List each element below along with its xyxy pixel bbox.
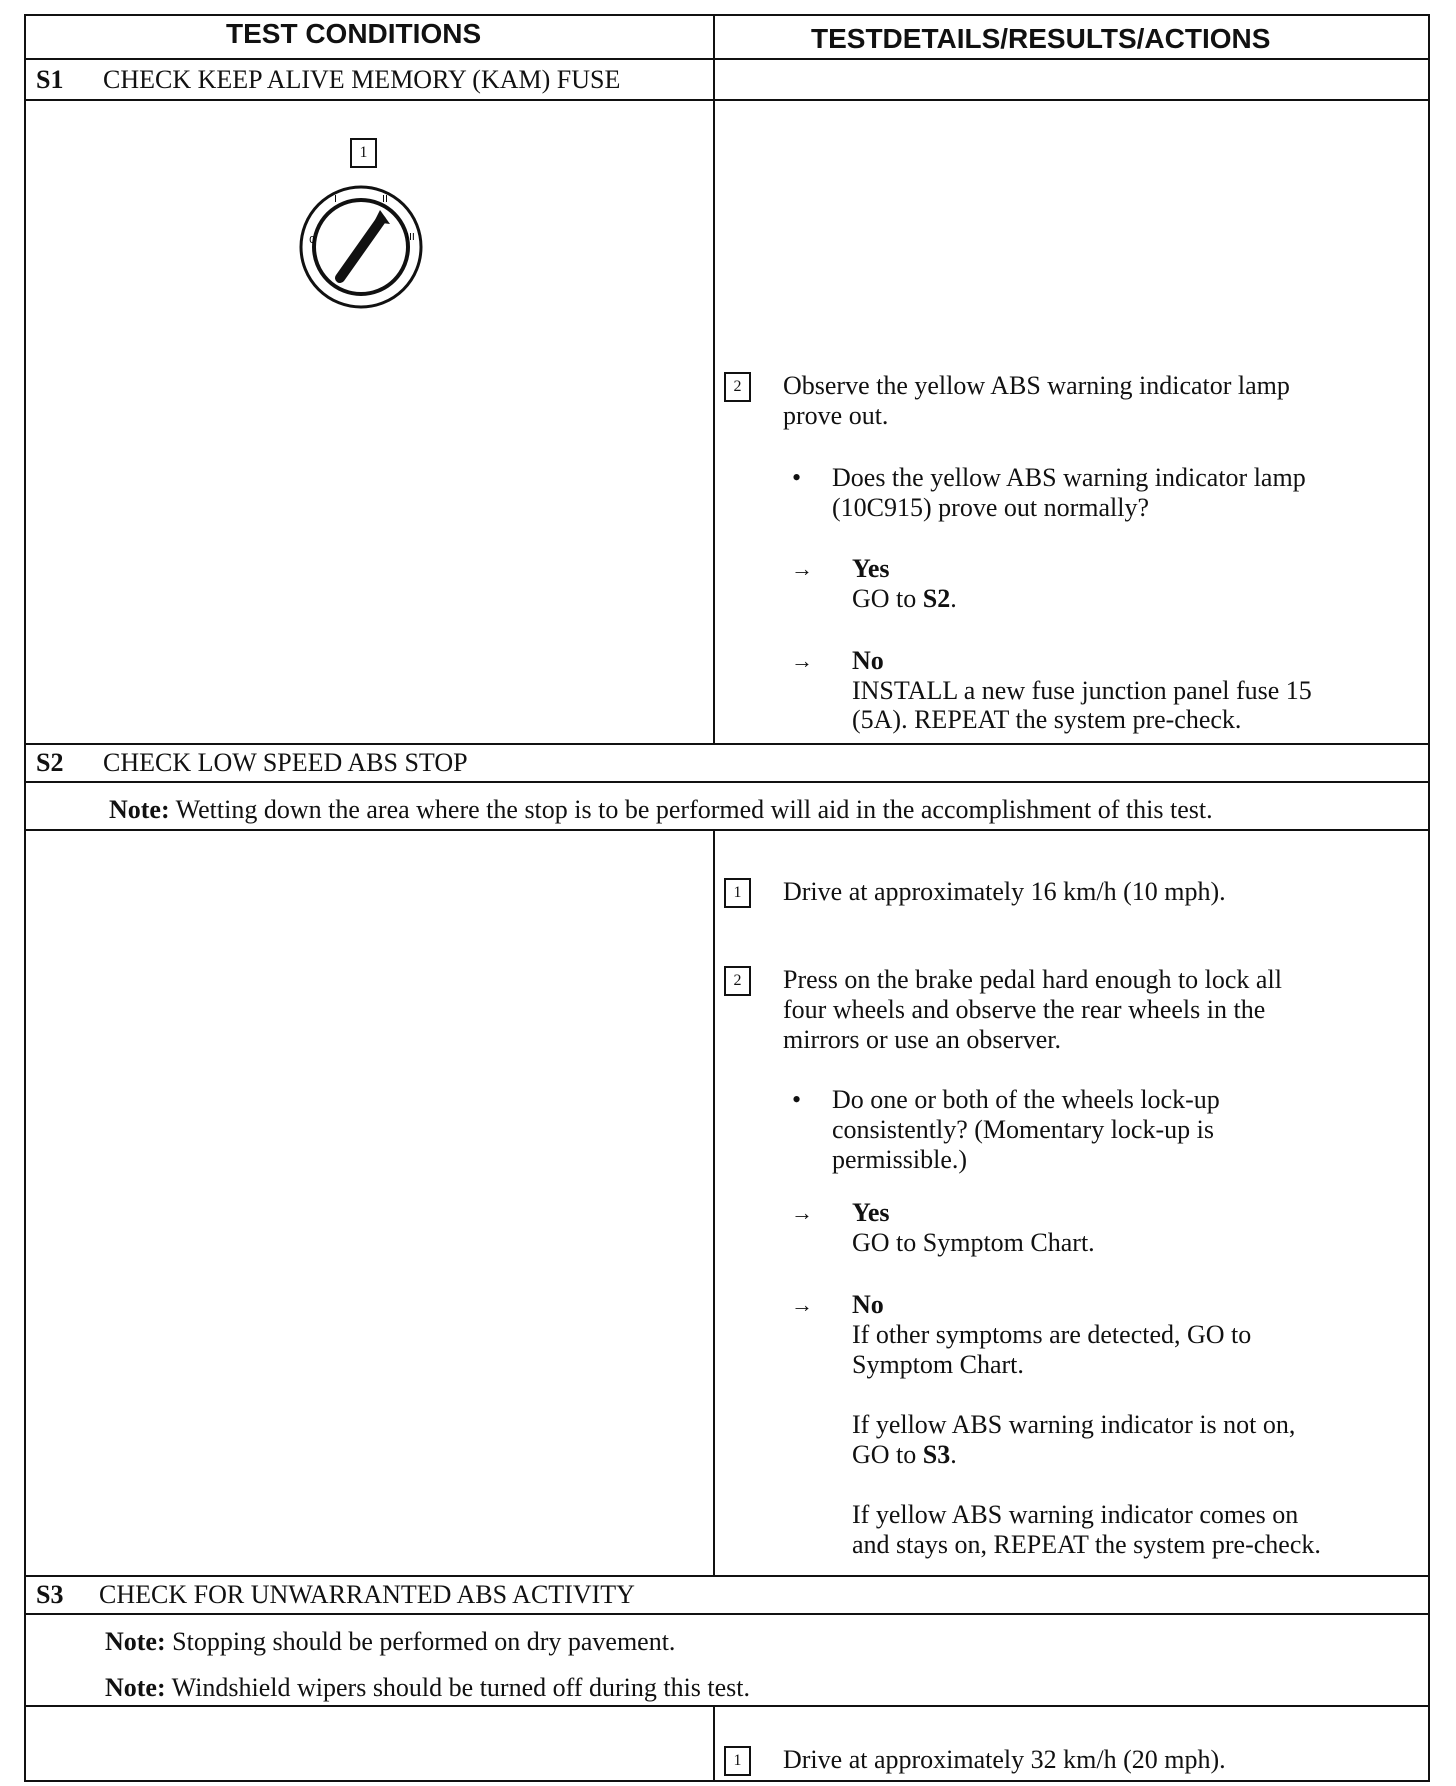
s1-yes-label: Yes: [852, 554, 890, 583]
s2-step2-line1: Press on the brake pedal hard enough to lock all: [783, 965, 1282, 994]
s1-condition-step-box: 1: [350, 138, 377, 168]
s2-yes-action: GO to Symptom Chart.: [852, 1228, 1095, 1257]
s2-no-p3-line2: and stays on, REPEAT the system pre-check.: [852, 1530, 1321, 1559]
header-test-conditions: TEST CONDITIONS: [226, 18, 482, 49]
s1-no-label: No: [852, 646, 884, 675]
svg-text:II: II: [382, 194, 388, 205]
s1-step2-line2: prove out.: [783, 401, 889, 430]
s2-question-line1: Do one or both of the wheels lock-up: [832, 1085, 1220, 1114]
s2-question-line2: consistently? (Momentary lock-up is: [832, 1115, 1214, 1144]
section-s1-id: S1: [36, 65, 64, 94]
s3-column-divider: [713, 1705, 715, 1781]
s3-note1: Note: Stopping should be performed on dry pavement.: [105, 1627, 676, 1656]
header-test-details: TESTDETAILS/RESULTS/ACTIONS: [811, 23, 1271, 54]
s2-bottom-rule: [24, 1575, 1430, 1577]
table-bottom-border: [24, 1780, 1430, 1782]
table-top-border: [24, 14, 1430, 16]
header-divider: [713, 14, 715, 59]
s2-title-rule: [24, 781, 1430, 783]
section-s1-title: CHECK KEEP ALIVE MEMORY (KAM) FUSE: [103, 65, 621, 94]
s2-no-arrow: →: [791, 1292, 813, 1317]
s2-column-divider: [713, 829, 715, 1576]
s3-title-rule: [24, 1613, 1430, 1615]
s3-note2: Note: Windshield wipers should be turned off during this test.: [105, 1673, 751, 1702]
s2-note-rule: [24, 829, 1430, 831]
svg-text:0: 0: [309, 235, 316, 246]
s2-yes-arrow: →: [791, 1200, 813, 1225]
table-left-border: [24, 14, 26, 1782]
s1-bottom-rule: [24, 743, 1430, 745]
s1-step2-box: 2: [724, 372, 751, 402]
s1-yes-arrow: →: [791, 556, 813, 581]
s1-question-line2: (10C915) prove out normally?: [832, 493, 1149, 522]
section-s3-id: S3: [36, 1580, 64, 1609]
s1-column-divider: [713, 99, 715, 744]
s1-question-bullet: •: [792, 463, 802, 492]
s2-yes-label: Yes: [852, 1198, 890, 1227]
s1-yes-action: GO to S2.: [852, 584, 957, 613]
s2-no-p3-line1: If yellow ABS warning indicator comes on: [852, 1500, 1299, 1529]
s2-step2-line3: mirrors or use an observer.: [783, 1025, 1061, 1054]
s2-step1-text: Drive at approximately 16 km/h (10 mph).: [783, 877, 1226, 906]
s1-step2-line1: Observe the yellow ABS warning indicator lamp: [783, 371, 1290, 400]
s2-no-label: No: [852, 1290, 884, 1319]
s1-question-line1: Does the yellow ABS warning indicator lamp: [832, 463, 1306, 492]
s2-no-p2-line1: If yellow ABS warning indicator is not on,: [852, 1410, 1296, 1439]
s2-step1-box: 1: [724, 878, 751, 908]
s2-note: Note: Wetting down the area where the stop is to be performed will aid in the accomplishment of this test.: [109, 795, 1213, 824]
s2-no-p1-line1: If other symptoms are detected, GO to: [852, 1320, 1252, 1349]
s2-question-bullet: •: [792, 1085, 802, 1114]
section-s2-title: CHECK LOW SPEED ABS STOP: [103, 748, 468, 777]
s2-step2-box: 2: [724, 966, 751, 996]
svg-text:III: III: [406, 232, 415, 243]
s3-note-rule: [24, 1705, 1430, 1707]
s3-step1-text: Drive at approximately 32 km/h (20 mph).: [783, 1745, 1226, 1774]
section-s2-id: S2: [36, 748, 64, 777]
svg-text:I: I: [334, 194, 337, 205]
s1-title-divider: [713, 58, 715, 100]
s1-no-line1: INSTALL a new fuse junction panel fuse 15: [852, 676, 1312, 705]
s3-step1-box: 1: [724, 1746, 751, 1776]
section-s3-title: CHECK FOR UNWARRANTED ABS ACTIVITY: [99, 1580, 635, 1609]
s1-no-arrow: →: [791, 648, 813, 673]
table-right-border: [1428, 14, 1430, 1782]
header-rule: [24, 58, 1430, 60]
s1-no-line2: (5A). REPEAT the system pre-check.: [852, 705, 1242, 734]
ignition-key-switch-icon: [296, 182, 426, 312]
s2-question-line3: permissible.): [832, 1145, 968, 1174]
s2-no-p1-line2: Symptom Chart.: [852, 1350, 1024, 1379]
s2-no-p2-line2: GO to S3.: [852, 1440, 957, 1469]
s2-step2-line2: four wheels and observe the rear wheels in the: [783, 995, 1266, 1024]
s1-title-rule: [24, 99, 1430, 101]
